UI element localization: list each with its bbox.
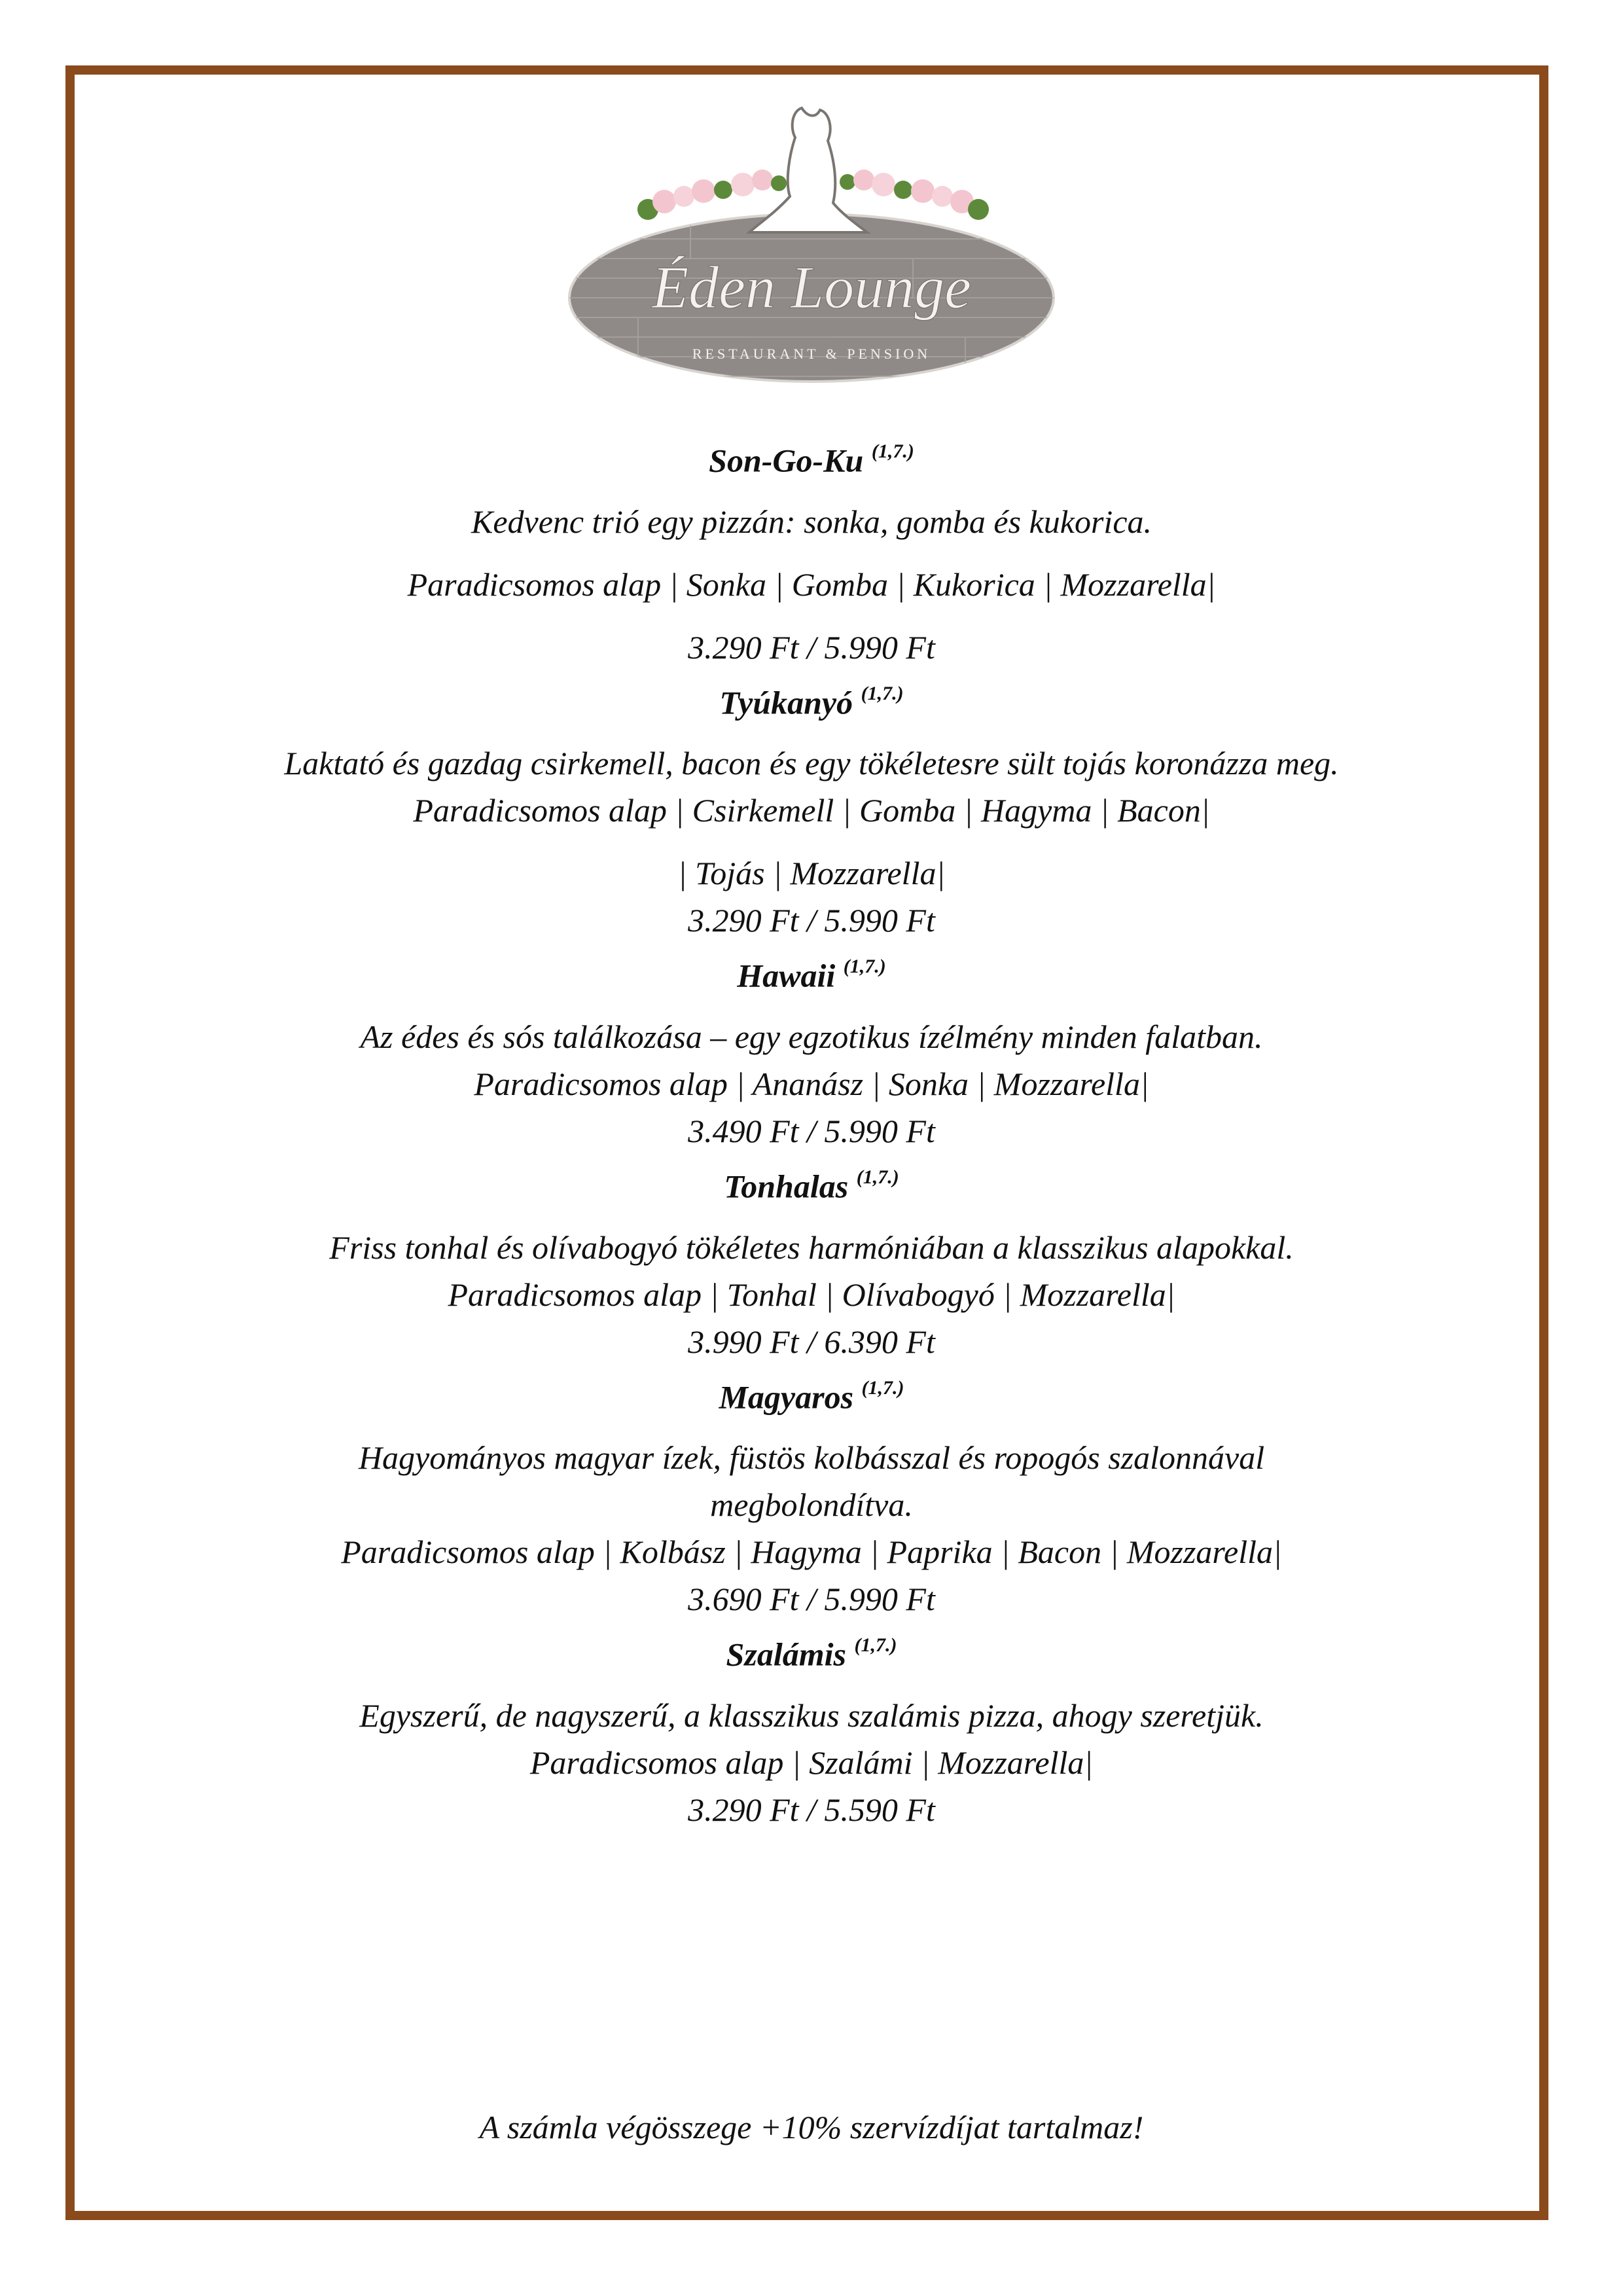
item-description: Laktató és gazdag csirkemell, bacon és egy tökéletesre sült tojás koronázza meg. [284, 745, 1339, 782]
allergen-codes: (1,7.) [861, 1376, 904, 1399]
item-title [92, 948, 1531, 997]
allergen-codes: (1,7.) [861, 682, 904, 704]
menu-list [92, 429, 1531, 1833]
item-description: Egyszerű, de nagyszerű, a klasszikus szalámis pizza, ahogy szeretjük. [359, 1696, 1264, 1734]
item-price: 3.290 Ft / 5.990 Ft [688, 902, 935, 939]
item-name: Son-Go-Ku [709, 442, 864, 479]
item-title [92, 1158, 1531, 1208]
item-ingredients: Paradicsomos alap | Kolbász | Hagyma | Paprika | Bacon | Mozzarella| [341, 1534, 1282, 1571]
item-title [92, 675, 1531, 725]
logo-subtitle: RESTAURANT & PENSION [692, 346, 931, 362]
item-description: Kedvenc trió egy pizzán: sonka, gomba és kukorica. [471, 503, 1152, 540]
logo-name: Éden Lounge [651, 254, 972, 321]
service-charge-note: A számla végösszege +10% szervízdíjat tartalmaz! [479, 2109, 1144, 2145]
item-ingredients: Paradicsomos alap | Csirkemell | Gomba | Hagyma | Bacon| [413, 792, 1210, 829]
item-name: Tyúkanyó [719, 684, 853, 721]
item-price: 3.990 Ft / 6.390 Ft [688, 1323, 935, 1360]
item-description: Az édes és sós találkozása – egy egzotikus ízélmény minden falatban. [360, 1018, 1263, 1055]
item-description: Hagyományos magyar ízek, füstös kolbásszal és ropogós szalonnával [358, 1439, 1265, 1477]
item-ingredients: Paradicsomos alap | Szalámi | Mozzarella| [529, 1744, 1094, 1781]
allergen-codes: (1,7.) [856, 1166, 899, 1188]
item-name: Hawaii [737, 957, 836, 994]
item-title [92, 1626, 1531, 1676]
item-name: Tonhalas [724, 1168, 849, 1205]
item-price: 3.490 Ft / 5.990 Ft [688, 1112, 935, 1149]
allergen-codes: (1,7.) [843, 956, 886, 978]
item-name: Magyaros [719, 1378, 854, 1416]
item-price: 3.690 Ft / 5.990 Ft [688, 1581, 935, 1618]
item-name: Szalámis [726, 1636, 846, 1673]
item-title [92, 433, 1531, 482]
item-description-continued: megbolondítva. [710, 1486, 913, 1524]
item-ingredients-continued: | Tojás | Mozzarella| [677, 855, 946, 892]
item-ingredients: Paradicsomos alap | Sonka | Gomba | Kukorica | Mozzarella| [407, 565, 1216, 603]
allergen-codes: (1,7.) [871, 440, 914, 462]
item-ingredients: Paradicsomos alap | Tonhal | Olívabogyó | Mozzarella| [448, 1276, 1175, 1313]
item-title [92, 1369, 1531, 1419]
eden-lounge-logo [560, 98, 1063, 393]
item-price: 3.290 Ft / 5.990 Ft [688, 628, 935, 666]
allergen-codes: (1,7.) [854, 1634, 897, 1657]
item-ingredients: Paradicsomos alap | Ananász | Sonka | Mozzarella| [474, 1065, 1149, 1102]
item-description: Friss tonhal és olívabogyó tökéletes harmóniában a klasszikus alapokkal. [329, 1229, 1294, 1266]
item-price: 3.290 Ft / 5.590 Ft [688, 1791, 935, 1828]
